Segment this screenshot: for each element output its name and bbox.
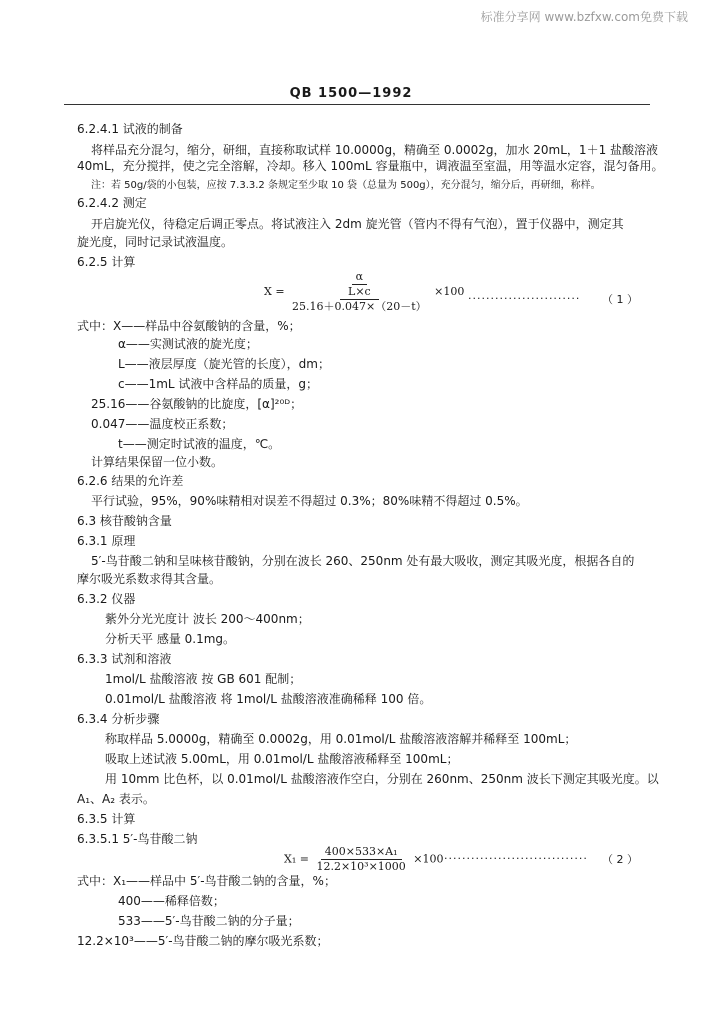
section-631: 6.3.1 原理 — [77, 534, 136, 548]
where-line: t——测定时试液的温度，℃。 — [118, 437, 281, 451]
equation-2 — [284, 845, 444, 874]
para-line: 吸取上述试液 5.00mL，用 0.01mol/L 盐酸溶液稀释至 100mL； — [105, 752, 459, 766]
section-633: 6.3.3 试剂和溶液 — [77, 652, 172, 666]
watermark: 标准分享网 www.bzfxw.com免费下载 — [480, 10, 688, 24]
eq2-fraction — [312, 845, 409, 874]
eq2-denominator: 12.2×10³×1000 — [316, 860, 406, 873]
where-line: 533——5′-鸟苷酸二钠的分子量； — [118, 914, 300, 928]
para-line: 分析天平 感量 0.1mg。 — [105, 632, 236, 646]
where-line: α——实测试液的旋光度； — [118, 337, 258, 351]
eq1-inner-numerator: α — [352, 270, 367, 285]
equation-1 — [264, 270, 464, 314]
eq1-tail: ×100 — [434, 285, 465, 298]
note-line: 注：若 50g/袋的小包装，应按 7.3.3.2 条规定至少取 10 袋（总量为 500g），充分混匀，缩分后，再研细，称样。 — [91, 180, 601, 191]
section-635: 6.3.5 计算 — [77, 812, 136, 826]
para-line: 旋光度，同时记录试液温度。 — [77, 235, 234, 249]
para-line: 开启旋光仪，待稳定后调正零点。将试液注入 2dm 旋光管（管内不得有气泡），置于仪器中，测定其 — [91, 217, 624, 231]
para-line: 40mL，充分搅拌，使之完全溶解，冷却。移入 100mL 容量瓶中，调液温至室温，用等温水定容，混匀备用。 — [77, 159, 664, 173]
para-line: 称取样品 5.0000g，精确至 0.0002g，用 0.01mol/L 盐酸溶液溶解并稀释至 100mL； — [105, 732, 577, 746]
section-632: 6.3.2 仪器 — [77, 592, 136, 606]
where-line: c——1mL 试液中含样品的质量，g； — [118, 377, 319, 391]
header-rule — [64, 104, 650, 105]
where-line: 0.047——温度校正系数； — [91, 417, 234, 431]
section-634: 6.3.4 分析步骤 — [77, 712, 160, 726]
section-626: 6.2.6 结果的允许差 — [77, 474, 184, 488]
leader-dots: ································ — [444, 852, 588, 865]
eq1-fraction — [288, 270, 431, 314]
where-line: L——液层厚度（旋光管的长度），dm； — [118, 357, 330, 371]
para-line: 紫外分光光度计 波长 200～400nm； — [105, 612, 310, 626]
para-line: 将样品充分混匀，缩分，研细，直接称取试样 10.0000g，精确至 0.0002g，加水 20mL，1＋1 盐酸溶液 — [91, 143, 659, 157]
section-6242: 6.2.4.2 测定 — [77, 196, 147, 210]
para-line: 摩尔吸光系数求得其含量。 — [77, 572, 222, 586]
eq1-inner-denominator: L×c — [348, 285, 371, 298]
para-line: 5′-鸟苷酸二钠和呈味核苷酸钠，分别在波长 260、250nm 处有最大吸收，测定其吸光度，根据各自的 — [91, 554, 635, 568]
eq2-label: （ 2 ） — [602, 853, 638, 866]
para-line: 计算结果保留一位小数。 — [91, 455, 224, 469]
section-625: 6.2.5 计算 — [77, 255, 136, 269]
eq1-label: （ 1 ） — [602, 293, 638, 306]
para-line: 平行试验，95%，90%味精相对误差不得超过 0.3%；80%味精不得超过 0.5%。 — [91, 494, 528, 508]
eq2-numerator: 400×533×A₁ — [321, 845, 402, 860]
eq2-lhs: X₁ = — [284, 852, 309, 866]
section-63: 6.3 核苷酸钠含量 — [77, 514, 172, 528]
where-line: 25.16——谷氨酸钠的比旋度，[α]²⁰ᴰ； — [91, 397, 303, 411]
where-line: 式中：X——样品中谷氨酸钠的含量，%； — [77, 319, 301, 333]
where-line: 12.2×10³——5′-鸟苷酸二钠的摩尔吸光系数； — [77, 934, 329, 948]
where-line: 400——稀释倍数； — [118, 894, 225, 908]
leader-dots: ························· — [468, 292, 581, 305]
section-6241: 6.2.4.1 试液的制备 — [77, 122, 183, 136]
para-line: 0.01mol/L 盐酸溶液 将 1mol/L 盐酸溶液准确稀释 100 倍。 — [105, 692, 432, 706]
eq1-denominator: 25.16＋0.047×（20－t） — [292, 300, 427, 313]
section-6351: 6.3.5.1 5′-鸟苷酸二钠 — [77, 832, 198, 846]
where-line: 式中：X₁——样品中 5′-鸟苷酸二钠的含量，%； — [77, 874, 336, 888]
eq1-numerator — [340, 270, 379, 300]
eq1-lhs: X = — [264, 285, 285, 298]
standard-header: QB 1500—1992 — [289, 86, 413, 101]
para-line: A₁、A₂ 表示。 — [77, 792, 155, 806]
para-line: 1mol/L 盐酸溶液 按 GB 601 配制； — [105, 672, 302, 686]
para-line: 用 10mm 比色杯，以 0.01mol/L 盐酸溶液作空白，分别在 260nm、250nm 波长下测定其吸光度。以 — [105, 772, 659, 786]
eq2-tail: ×100 — [413, 852, 444, 866]
